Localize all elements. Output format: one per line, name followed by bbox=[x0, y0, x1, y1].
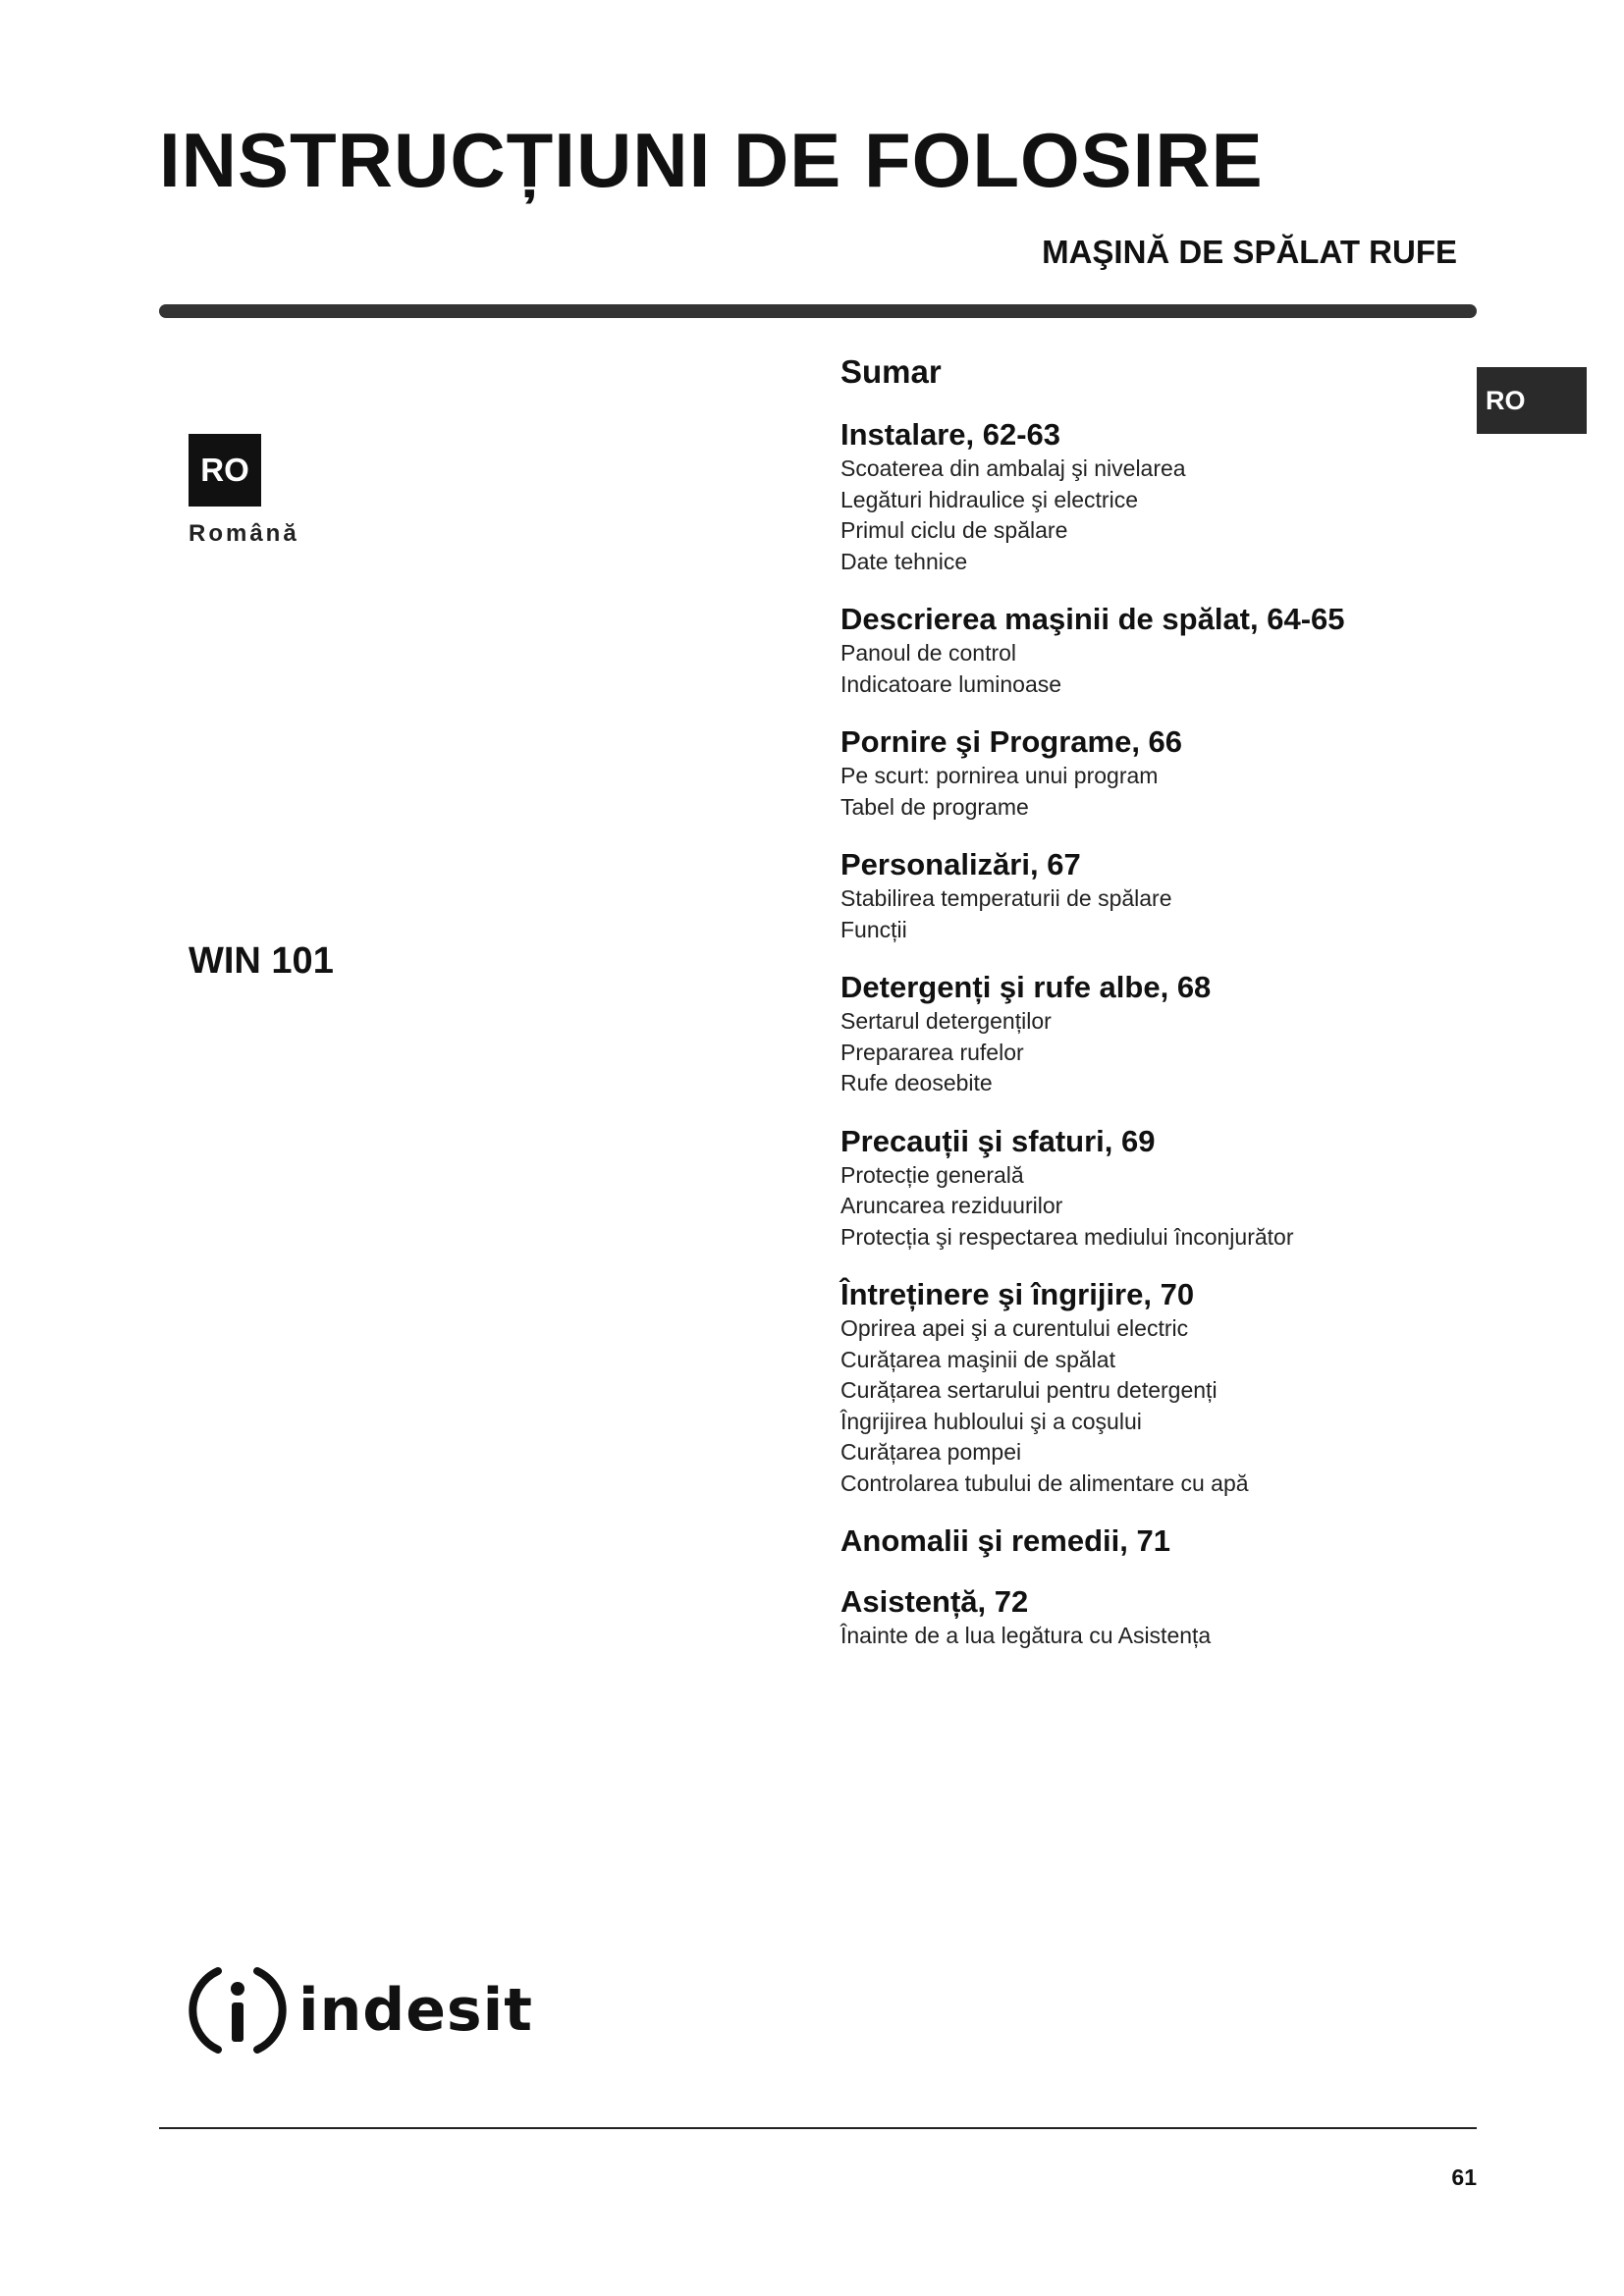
toc-section bbox=[840, 1583, 1390, 1652]
toc-sections bbox=[840, 416, 1390, 1652]
toc-section-heading: Asistență, 72 bbox=[840, 1584, 1029, 1619]
toc-section-heading: Detergenți şi rufe albe, 68 bbox=[840, 970, 1212, 1004]
toc-section bbox=[840, 1522, 1390, 1560]
toc-section-item: Indicatoare luminoase bbox=[840, 670, 1062, 697]
page-number: 61 bbox=[1451, 2164, 1477, 2190]
toc-section bbox=[840, 846, 1390, 945]
model-name: WIN 101 bbox=[189, 940, 334, 982]
document-subtitle: MAŞINĂ DE SPĂLAT RUFE bbox=[1042, 234, 1457, 270]
toc-section bbox=[840, 416, 1390, 577]
toc-section-item: Înainte de a lua legătura cu Asistența bbox=[840, 1623, 1212, 1648]
language-name: Română bbox=[189, 520, 299, 547]
footer-divider bbox=[159, 2127, 1477, 2129]
toc-section-item: Prepararea rufelor bbox=[840, 1039, 1024, 1065]
toc-section-heading: Descrierea maşinii de spălat, 64-65 bbox=[840, 602, 1345, 636]
toc-section-item: Funcții bbox=[840, 916, 907, 942]
header-divider bbox=[159, 304, 1477, 318]
toc-section bbox=[840, 969, 1390, 1099]
toc-section bbox=[840, 601, 1390, 700]
brand-logo bbox=[189, 1961, 533, 2059]
toc-section-heading: Pornire şi Programe, 66 bbox=[840, 724, 1183, 759]
toc-section-item: Îngrijirea hubloului şi a coşului bbox=[840, 1408, 1142, 1434]
toc-section-item: Protecție generală bbox=[840, 1161, 1024, 1188]
toc-section-heading: Personalizări, 67 bbox=[840, 847, 1081, 881]
toc-section-item: Protecția şi respectarea mediului înconjurător bbox=[840, 1223, 1294, 1250]
toc-section-item: Controlarea tubului de alimentare cu apă bbox=[840, 1469, 1249, 1496]
toc-section-item: Sertarul detergenților bbox=[840, 1008, 1052, 1034]
toc-section-item: Pe scurt: pornirea unui program bbox=[840, 763, 1159, 788]
toc-section-item: Aruncarea reziduurilor bbox=[840, 1193, 1063, 1218]
toc-section-item: Scoaterea din ambalaj şi nivelarea bbox=[840, 455, 1186, 481]
toc-section-heading: Instalare, 62-63 bbox=[840, 417, 1061, 452]
toc-section-item: Date tehnice bbox=[840, 548, 968, 574]
toc-section bbox=[840, 1276, 1390, 1499]
toc-section bbox=[840, 723, 1390, 823]
page-title: INSTRUCȚIUNI DE FOLOSIRE bbox=[159, 117, 1264, 203]
toc-section-item: Curățarea maşinii de spălat bbox=[840, 1346, 1115, 1372]
indesit-logo-icon bbox=[189, 1961, 287, 2059]
toc-section-heading: Precauții şi sfaturi, 69 bbox=[840, 1123, 1156, 1158]
toc-section-item: Curățarea pompei bbox=[840, 1439, 1022, 1465]
toc-section-item: Legături hidraulice şi electrice bbox=[840, 486, 1138, 512]
toc-section-heading: Anomalii şi remedii, 71 bbox=[840, 1523, 1170, 1558]
toc-section-item: Stabilirea temperaturii de spălare bbox=[840, 885, 1172, 911]
toc-title: Sumar bbox=[840, 353, 942, 390]
toc-section bbox=[840, 1123, 1390, 1254]
toc-section-heading: Întreținere şi îngrijire, 70 bbox=[840, 1277, 1195, 1311]
language-badge: RO bbox=[189, 434, 261, 507]
toc-section-item: Curățarea sertarului pentru detergenți bbox=[840, 1377, 1218, 1403]
language-side-tab: RO bbox=[1477, 367, 1587, 434]
toc-section-item: Rufe deosebite bbox=[840, 1070, 993, 1095]
toc-section-item: Primul ciclu de spălare bbox=[840, 517, 1068, 543]
table-of-contents bbox=[840, 353, 1390, 1676]
toc-section-item: Panoul de control bbox=[840, 640, 1017, 666]
brand-wordmark: indesit bbox=[298, 1976, 533, 2045]
toc-section-item: Oprirea apei şi a curentului electric bbox=[840, 1315, 1189, 1341]
toc-section-item: Tabel de programe bbox=[840, 793, 1029, 820]
